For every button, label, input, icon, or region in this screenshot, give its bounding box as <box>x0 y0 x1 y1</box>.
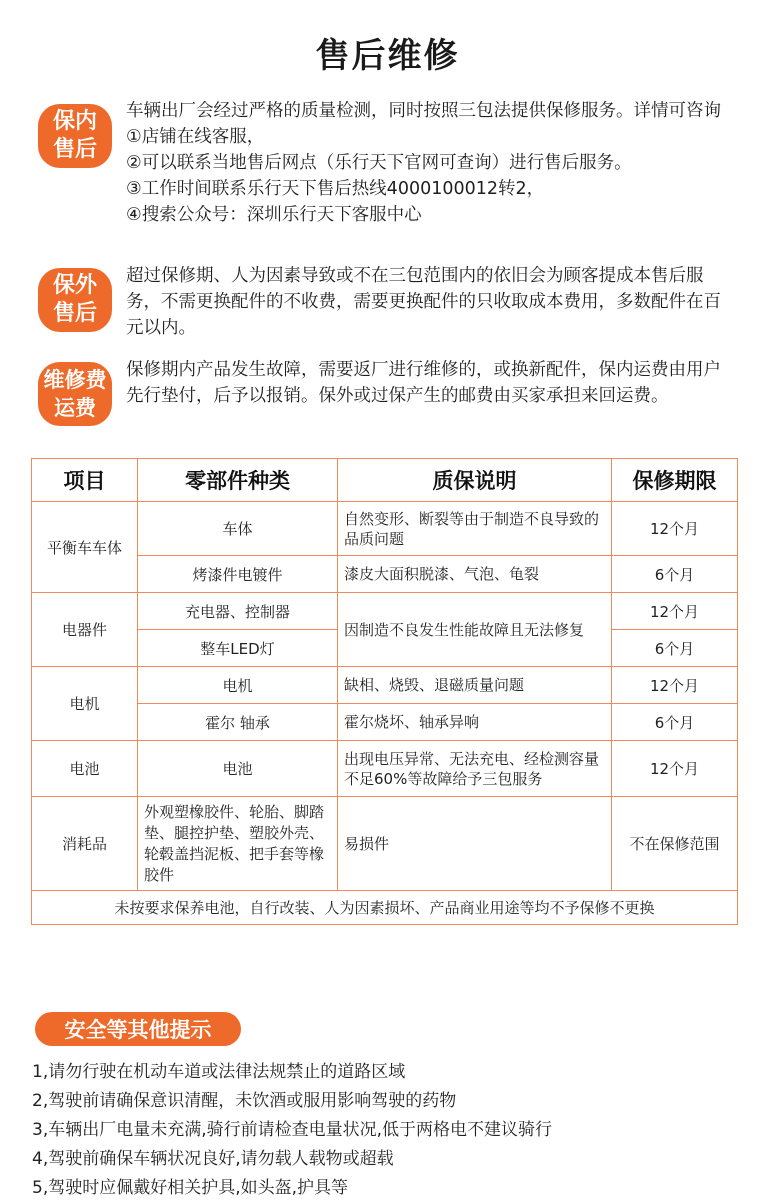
table-row <box>32 593 738 630</box>
page-title: 售后维修 <box>315 36 460 76</box>
period-cell: 6个月 <box>612 556 738 593</box>
category-cell: 平衡车车体 <box>32 502 138 593</box>
out-warranty-text <box>126 263 738 341</box>
period-cell: 12个月 <box>612 502 738 556</box>
description-cell: 缺相、烧毁、退磁质量问题 <box>338 667 612 704</box>
list-item: 1,请勿行驶在机动车道或法律法规禁止的道路区域 <box>32 1062 406 1082</box>
badge-line: 售后 <box>52 301 97 326</box>
table-row <box>32 741 738 797</box>
period-cell: 不在保修范围 <box>612 797 738 891</box>
badge-line: 维修费 <box>43 368 107 392</box>
table-row <box>32 704 738 741</box>
category-cell: 消耗品 <box>32 797 138 891</box>
table-footnote: 未按要求保养电池，自行改装、人为因素损坏、产品商业用途等均不予保修不更换 <box>32 891 738 925</box>
period-cell: 12个月 <box>612 593 738 630</box>
part-cell: 整车LED灯 <box>138 630 338 667</box>
list-item: 5,驾驶时应佩戴好相关护具,如头盔,护具等 <box>32 1178 349 1198</box>
in-warranty-text <box>126 98 738 228</box>
period-cell: 12个月 <box>612 667 738 704</box>
period-cell: 6个月 <box>612 704 738 741</box>
header-part-type: 零部件种类 <box>138 459 338 502</box>
part-cell: 充电器、控制器 <box>138 593 338 630</box>
part-cell: 车体 <box>138 502 338 556</box>
safety-tips-title: 安全等其他提示 <box>35 1012 241 1046</box>
category-cell: 电机 <box>32 667 138 741</box>
paragraph-line: ③工作时间联系乐行天下售后热线4000100012转2， <box>126 179 545 199</box>
table-footer-row <box>32 891 738 925</box>
description-cell: 霍尔烧坏、轴承异响 <box>338 704 612 741</box>
period-cell: 12个月 <box>612 741 738 797</box>
header-warranty-note: 质保说明 <box>338 459 612 502</box>
table-row <box>32 667 738 704</box>
table-header-row <box>32 459 738 502</box>
list-item: 3,车辆出厂电量未充满,骑行前请检查电量状况,低于两格电不建议骑行 <box>32 1120 553 1140</box>
paragraph-line: ②可以联系当地售后网点（乐行天下官网可查询）进行售后服务。 <box>126 153 632 173</box>
part-cell: 外观塑橡胶件、轮胎、脚踏垫、腿控护垫、塑胶外壳、轮毂盖挡泥板、把手套等橡胶件 <box>138 797 338 891</box>
header-item: 项目 <box>32 459 138 502</box>
paragraph-line: 超过保修期、人为因素导致或不在三包范围内的依旧会为顾客提成本售后服务，不需更换配件的不收费，需要更换配件的只收取成本费用，多数配件在百元以内。 <box>126 266 721 338</box>
category-cell: 电池 <box>32 741 138 797</box>
repair-shipping-text <box>126 357 738 409</box>
description-cell: 因制造不良发生性能故障且无法修复 <box>338 593 612 667</box>
header-warranty-period: 保修期限 <box>612 459 738 502</box>
description-cell: 出现电压异常、无法充电、经检测容量不足60%等故障给予三包服务 <box>338 741 612 797</box>
period-cell: 6个月 <box>612 630 738 667</box>
in-warranty-badge <box>38 104 112 168</box>
table-row <box>32 502 738 556</box>
paragraph-line: 保修期内产品发生故障，需要返厂进行维修的，或换新配件，保内运费由用户先行垫付，后予以报销。保外或过保产生的邮费由买家承担来回运费。 <box>126 360 721 406</box>
out-warranty-badge <box>38 268 112 332</box>
part-cell: 电池 <box>138 741 338 797</box>
safety-tips-list <box>32 1058 752 1203</box>
paragraph-line: ④搜索公众号：深圳乐行天下客服中心 <box>126 205 422 225</box>
description-cell: 自然变形、断裂等由于制造不良导致的品质问题 <box>338 502 612 556</box>
badge-line: 保内 <box>52 109 97 134</box>
part-cell: 烤漆件电镀件 <box>138 556 338 593</box>
description-cell: 漆皮大面积脱漆、气泡、龟裂 <box>338 556 612 593</box>
badge-line: 售后 <box>52 137 97 162</box>
badge-line: 保外 <box>52 273 97 298</box>
category-cell: 电器件 <box>32 593 138 667</box>
paragraph-line: 车辆出厂会经过严格的质量检测，同时按照三包法提供保修服务。详情可咨询 <box>126 101 721 121</box>
part-cell: 电机 <box>138 667 338 704</box>
table-row <box>32 556 738 593</box>
repair-shipping-badge <box>38 362 112 426</box>
list-item: 4,驾驶前确保车辆状况良好,请勿载人载物或超载 <box>32 1149 394 1169</box>
part-cell: 霍尔 轴承 <box>138 704 338 741</box>
list-item: 2,驾驶前请确保意识清醒，未饮酒或服用影响驾驶的药物 <box>32 1091 457 1111</box>
paragraph-line: ①店铺在线客服， <box>126 127 265 147</box>
badge-line: 运费 <box>54 396 96 420</box>
table-row <box>32 797 738 891</box>
description-cell: 易损件 <box>338 797 612 891</box>
warranty-table <box>31 458 738 925</box>
